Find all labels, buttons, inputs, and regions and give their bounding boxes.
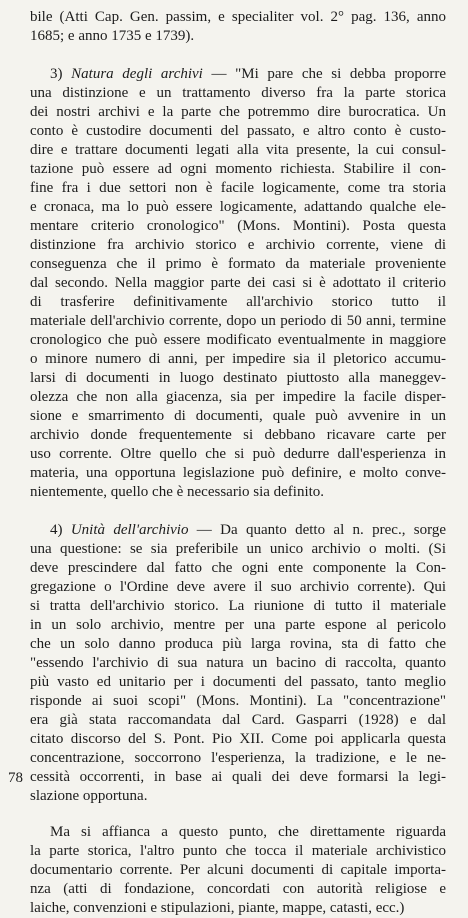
text-line: più vasto ed unitario per i documenti del passato, tanto meglio [30,674,446,690]
text-line: conseguenza che il primo è formato da materiale proveniente [30,256,446,272]
text-line: una distinzione e un trattamento diverso fra la parte storica [30,85,446,101]
text-line: larsi di documenti in luogo destinato piuttosto alla maneggev- [30,370,446,386]
text-line: dire e trattare documenti legati alla vita presente, la cui consul- [30,142,446,158]
text-line: fine fra i due settori non è facile logicamente, come tra storia [30,180,446,196]
text-line: sione e smarrimento di documenti, quale può avvenire in un [30,408,446,424]
section-intro-text: — Da quanto detto al n. prec., sorge [188,522,446,538]
body-text [30,8,446,918]
text-line: materiale dell'archivio corrente, dopo un periodo di 50 anni, termine [30,313,446,329]
text-line: la parte storica, l'altro punto che tocca il materiale archivistico [30,843,446,859]
paragraph-gap [30,46,446,65]
text-line: documentario corrente. Per alcuni documenti di capitale importa- [30,862,446,878]
section-body [30,84,446,502]
section-number: 3) [50,66,63,82]
text-line: di trasferire definitivamente all'archivio storico tutto il [30,294,446,310]
text-line: uso corrente. Oltre quello che si può dedurre dall'esperienza in [30,446,446,462]
paragraph-body [30,823,446,918]
section-body [30,540,446,806]
text-line: 1685; e anno 1735 e 1739). [30,28,195,44]
text-line: si tratta dell'archivio storico. La riunione di tutto il materiale [30,598,446,614]
section-title: Unità dell'archivio [70,522,189,538]
text-line: e cronaca, ma lo può essere logicamente, adattando qualche ele- [30,199,446,215]
text-line: materia, una opportuna legislazione può definire, e molto conve- [30,465,446,481]
text-line: citato discorso del S. Pont. Pio XII. Come poi applicarla questa [30,731,446,747]
text-line: nza (atti di fondazione, concordati con autorità religiose e [30,881,446,897]
section-title: Natura degli archivi [71,66,203,82]
page-number: 78 [8,770,23,786]
text-line: dei nostri archivi e la parte che potremmo dire burocratica. Un [30,104,446,120]
text-line: bile (Atti Cap. Gen. passim, e specialiter vol. 2° pag. 136, anno [30,9,446,25]
text-line: che un solo danno produca più larga rovina, sta di fatto che [30,636,446,652]
text-line: cessità occorrenti, in base ai quali dei deve formarsi la legi- [30,769,446,785]
text-line: una questione: se sia preferibile un unico archivio o molti. (Si [30,541,446,557]
section-number: 4) [50,522,63,538]
section-intro-text: — "Mi pare che si debba proporre [202,66,447,82]
text-line: o minore numero di anni, per impedire sia il pletorico accumu- [30,351,446,367]
text-line: deve prescindere dal fatto che ogni ente componente la Con- [30,560,446,576]
text-line: "essendo l'archivio di sua natura un bacino di raccolta, quanto [30,655,446,671]
text-line: dal secondo. Nella maggior parte dei casi si è adottato il criterio [30,275,446,291]
text-line: olezza che non alla giacenza, sia per impedire la facile disper- [30,389,446,405]
text-line: Ma si affianca a questo punto, che direttamente riguarda [50,824,446,840]
text-line: conto è custodire documenti del passato, e altro conto è custo- [30,123,446,139]
text-line: cronologico che può essere modificato eventualmente in maggiore [30,332,446,348]
text-line: in un solo archivio, mentre per una parte espone al pericolo [30,617,446,633]
text-line: era già stata raccomandata dal Card. Gasparri (1928) e dal [30,712,446,728]
text-line: mentare criterio cronologico" (Mons. Montini). Posta questa [30,218,446,234]
paragraph-gap [30,502,446,521]
section-heading-line [30,65,446,84]
paragraph-gap [30,806,446,823]
text-line: slazione opportuna. [30,788,148,804]
text-line: tazione può essere ad ogni momento richiesta. Stabilire il con- [30,161,446,177]
text-line: laiche, convenzioni e stipulazioni, piante, mappe, catasti, ecc.) [30,900,405,916]
text-line: distinzione fra archivio storico e archivio corrente, viene di [30,237,446,253]
text-line: nientemente, quello che è necessario sia definito. [30,484,325,500]
text-line: risponde ai suoi scopi" (Mons. Montini). La "concentrazione" [30,693,446,709]
section-heading-line [30,521,446,540]
text-line: archivio donde frequentemente si debbano ricavare carte per [30,427,446,443]
text-line: gregazione o l'Ordine deve avere il suo archivio corrente). Qui [30,579,446,595]
text-line: concentrazione, soccorrono l'esperienza, la tradizione, e le ne- [30,750,446,766]
